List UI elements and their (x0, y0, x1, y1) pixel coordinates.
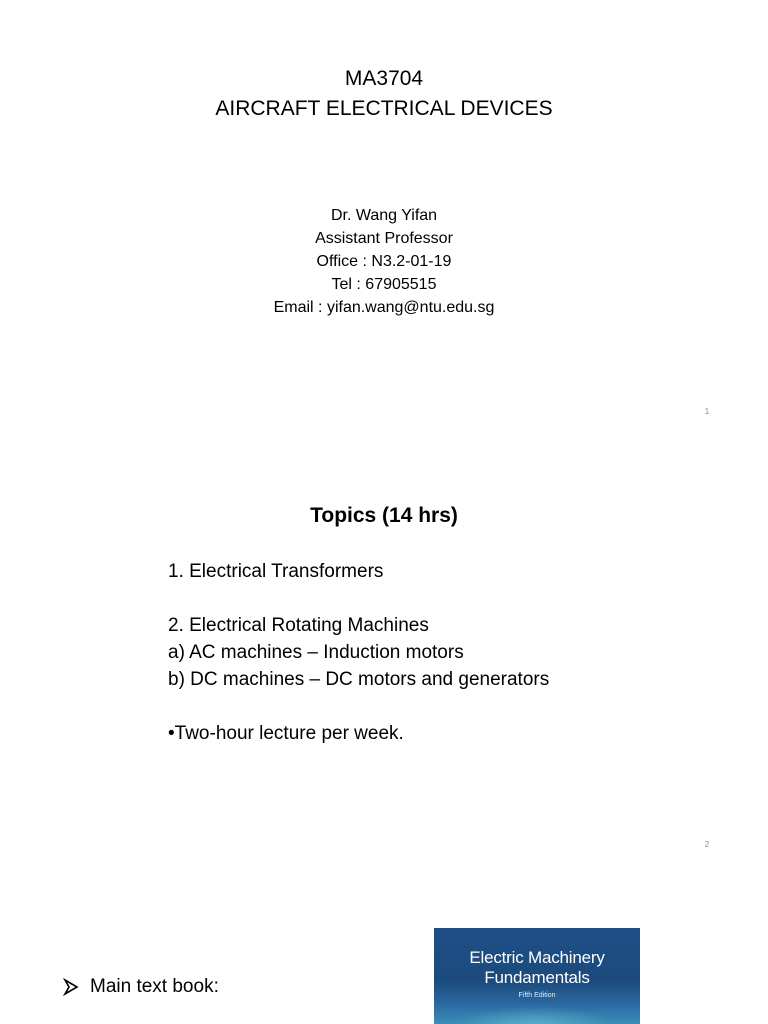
lecturer-name: Dr. Wang Yifan (330, 207, 438, 224)
course-title: AIRCRAFT ELECTRICAL DEVICES (215, 97, 553, 120)
lecturer-position: Assistant Professor (315, 230, 453, 247)
office-info: Office : N3.2-01-19 (316, 253, 452, 270)
slide-1 (0, 0, 768, 432)
course-code: MA3704 (344, 67, 424, 90)
textbook-label: Main text book: (90, 976, 219, 997)
page-number: 2 (704, 840, 710, 849)
book-title-line: Electric Machinery (469, 948, 605, 967)
topic-line: b) DC machines – DC motors and generators (168, 669, 550, 690)
book-title (434, 948, 640, 988)
tel-info: Tel : 67905515 (331, 276, 437, 293)
page-number: 1 (704, 407, 710, 416)
slide-3 (0, 864, 768, 1024)
cover-decoration (454, 1006, 614, 1024)
arrow-bullet-icon (62, 978, 80, 996)
email-info: Email : yifan.wang@ntu.edu.sg (273, 299, 495, 316)
slide-2 (0, 432, 768, 864)
textbook-cover-image (434, 928, 640, 1024)
book-edition: Fifth Edition (518, 992, 556, 999)
topic-line: 2. Electrical Rotating Machines (168, 615, 429, 636)
topic-line: a) AC machines – Induction motors (168, 642, 464, 663)
book-title-line: Fundamentals (484, 968, 590, 987)
topic-line: •Two-hour lecture per week. (168, 723, 404, 744)
topic-line: 1. Electrical Transformers (168, 561, 384, 582)
textbook-bullet (62, 974, 219, 1000)
topics-heading: Topics (14 hrs) (310, 504, 458, 527)
